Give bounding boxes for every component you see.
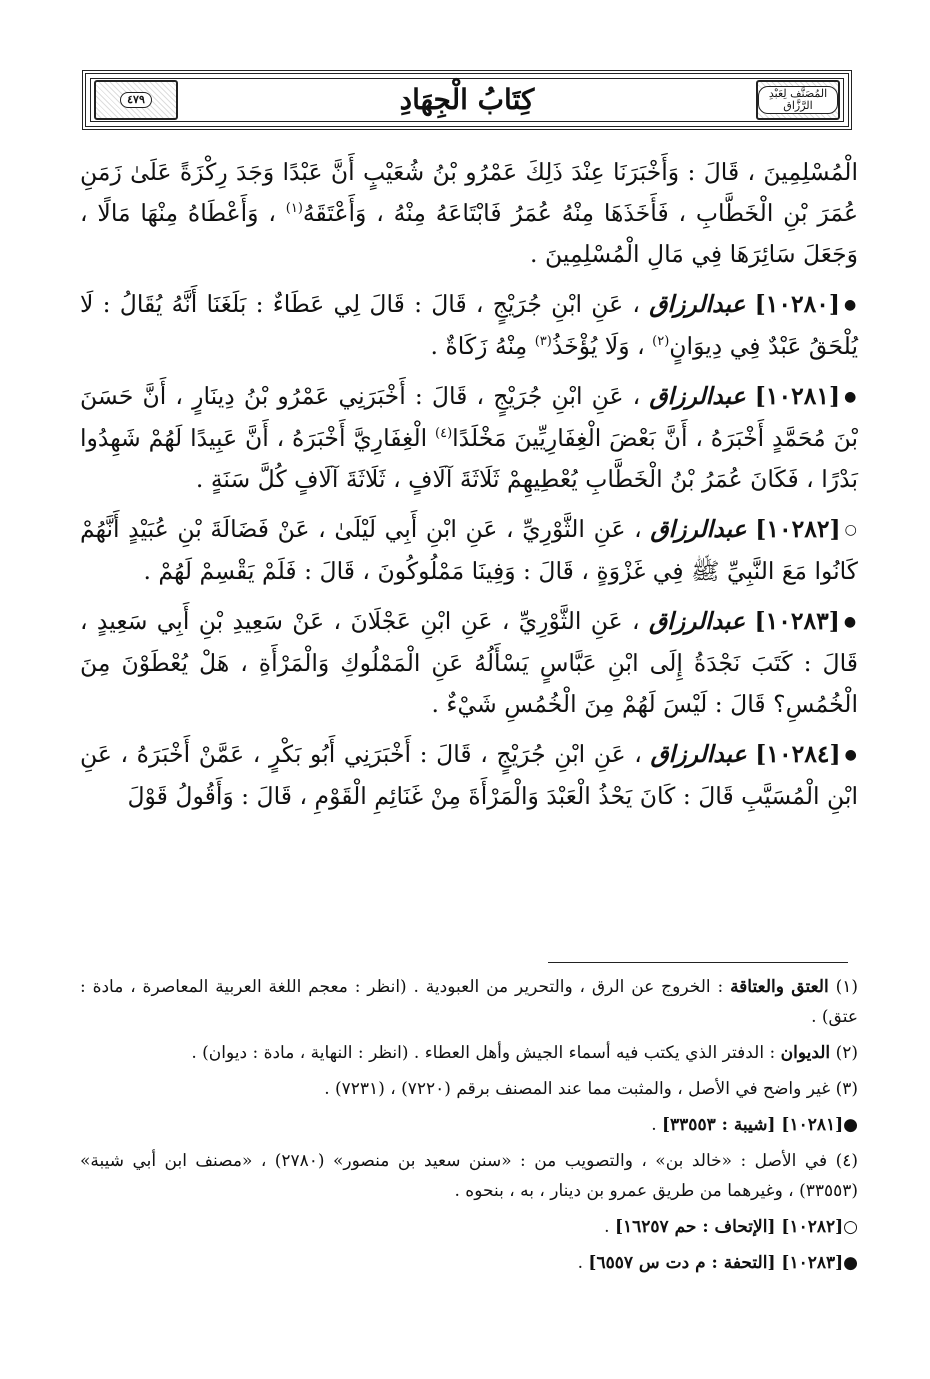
bullet-dot: ● <box>844 747 858 763</box>
footnote-marker: (٤) <box>435 426 453 442</box>
series-ornament <box>756 80 840 120</box>
footnote-2: (٢) الديوان : الدفتر الذي يكتب فيه أسماء الجيش وأهل العطاء . (انظر : النهاية ، مادة : ديوان) . <box>191 1043 858 1063</box>
footnote-separator <box>548 962 848 963</box>
footnote-ref-10281: ●[١٠٢٨١] [شيبة : ٣٣٥٥٣] . <box>651 1115 858 1135</box>
page-header <box>82 70 852 130</box>
footnote-4: (٤) في الأصل : «خالد بن» ، والتصويب من : «سنن سعيد بن منصور» (٢٧٨٠) ، «مصنف ابن أبي شيبة» (٣٣٥٥٣) ، وغيرهما من طريق عمرو بن دينار ، به ، بنحوه . <box>80 1151 859 1201</box>
hadith-number: [١٠٢٨١] <box>754 382 841 410</box>
hadith-10284: ●[١٠٢٨٤] عبدالرزاق ، عَنِ ابْنِ جُرَيْجٍ ، قَالَ : أَخْبَرَنِي أَبُو بَكْرٍ ، عَمَّنْ أَخْبَرَهُ ، عَنِ ابْنِ الْمُسَيَّبِ قَالَ : كَانَ يَحْذُ الْعَبْدَ وَالْمَرْأَةَ مِنْ غَنَائِمِ الْقَوْمِ ، قَالَ : وَأَقُولُ قَوْلَ <box>80 740 858 810</box>
bullet-dot: ● <box>844 297 858 313</box>
narrator-name: عبدالرزاق <box>649 290 746 318</box>
hadith-number: [١٠٢٨٠] <box>754 290 841 318</box>
hadith-number: [١٠٢٨٣] <box>754 607 840 635</box>
footnote-marker: (١) <box>285 201 303 217</box>
hadith-10282: ○[١٠٢٨٢] عبدالرزاق ، عَنِ الثَّوْرِيِّ ، عَنِ ابْنِ أَبِي لَيْلَىٰ ، عَنْ فَضَالَةَ بْنِ عُبَيْدٍ أَنَّهُمْ كَانُوا مَعَ النَّبِيِّ ﷺ فِي غَزْوَةٍ ، قَالَ : وَفِينَا مَمْلُوكُونَ ، قَالَ : فَلَمْ يَقْسِمْ لَهُمْ . <box>80 515 858 585</box>
hadith-10280: ●[١٠٢٨٠] عبدالرزاق ، عَنِ ابْنِ جُرَيْجٍ ، قَالَ : قَالَ لِي عَطَاءٌ : بَلَغَنَا أَنَّهُ يُقَالُ : لَا يُلْحَقُ عَبْدٌ فِي دِيوَانٍ$^{(٢)}$ ، وَلَا يُؤْخَذُ$^{(٣)}$ مِنْهُ زَكَاةٌ . <box>80 290 858 360</box>
footnotes <box>80 972 858 1284</box>
hadith-number: [١٠٢٨٢] <box>755 515 841 543</box>
book-title: كِتَابُ الْجِهَادِ <box>399 83 535 116</box>
bullet-circle: ○ <box>844 522 858 538</box>
narrator-name: عبدالرزاق <box>650 740 747 768</box>
narrator-name: عبدالرزاق <box>650 515 747 543</box>
bullet-dot: ● <box>843 614 858 630</box>
series-label: المُصَنَّف لِعَبْدِ الرَّزَّاق <box>758 86 838 114</box>
bullet-dot: ● <box>844 389 858 405</box>
narrator-name: عبدالرزاق <box>648 607 746 635</box>
hadith-10281: ●[١٠٢٨١] عبدالرزاق ، عَنِ ابْنِ جُرَيْجٍ ، قَالَ : أَخْبَرَنِي عَمْرُو بْنُ دِينَارٍ ، أَنَّ حَسَنَ بْنَ مُحَمَّدٍ أَخْبَرَهُ ، أَنَّ بَعْضَ الْغِفَارِيِّينَ مَخْلَدًا$^{(٤)}$ الْغِفَارِيَّ أَخْبَرَهُ ، أَنَّ عَبِيدًا لَهُمْ شَهِدُوا بَدْرًا ، فَكَانَ عُمَرُ بْنُ الْخَطَّابِ يُعْطِيهِمْ ثَلَاثَةَ آلَافٍ ، ثَلَاثَةَ آلَافٍ كُلَّ سَنَةٍ . <box>80 382 858 493</box>
footnote-marker: (٣) <box>534 334 552 350</box>
page-number: ٤٧٩ <box>120 92 152 108</box>
narrator-name: عبدالرزاق <box>649 382 746 410</box>
footnote-ref-10283: ●[١٠٢٨٣] [التحفة : م دت س ٦٥٥٧] . <box>577 1253 858 1273</box>
footnote-marker: (٢) <box>652 334 670 350</box>
paragraph-continuation: الْمُسْلِمِينَ ، قَالَ : وَأَخْبَرَنَا عِنْدَ ذَلِكَ عَمْرُو بْنُ شُعَيْبٍ أَنَّ عَبْدًا وَجَدَ رِكْزَةً عَلَىٰ زَمَنِ عُمَرَ بْنِ الْخَطَّابِ ، فَأَخَذَهَا مِنْهُ عُمَرُ فَابْتَاعَهُ مِنْهُ ، وَأَعْتَقَهُ$^{(١)}$ ، وَأَعْطَاهُ مِنْهَا مَالًا ، وَجَعَلَ سَائِرَهَا فِي مَالِ الْمُسْلِمِينَ . <box>80 158 858 268</box>
main-text <box>80 152 858 826</box>
page-number-ornament <box>94 80 178 120</box>
hadith-number: [١٠٢٨٤] <box>755 740 841 768</box>
footnote-1: (١) العتق والعتاقة : الخروج عن الرق ، والتحرير من العبودية . (انظر : معجم اللغة العربية المعاصرة ، مادة : عتق) . <box>80 977 858 1027</box>
footnote-3: (٣) غير واضح في الأصل ، والمثبت مما عند المصنف برقم (٧٢٢٠) ، (٧٢٣١) . <box>324 1079 858 1099</box>
footnote-ref-10282: ○[١٠٢٨٢] [الإتحاف : حم ١٦٢٥٧] . <box>604 1217 858 1237</box>
hadith-10283: ●[١٠٢٨٣] عبدالرزاق ، عَنِ الثَّوْرِيِّ ، عَنِ ابْنِ عَجْلَانَ ، عَنْ سَعِيدِ بْنِ أَبِي سَعِيدٍ ، قَالَ : كَتَبَ نَجْدَةُ إِلَى ابْنِ عَبَّاسٍ يَسْأَلُهُ عَنِ الْمَمْلُوكِ وَالْمَرْأَةِ ، هَلْ يُعْطَوْنَ مِنَ الْخُمُسِ؟ قَالَ : لَيْسَ لَهُمْ مِنَ الْخُمُسِ شَيْءٌ . <box>80 607 858 718</box>
